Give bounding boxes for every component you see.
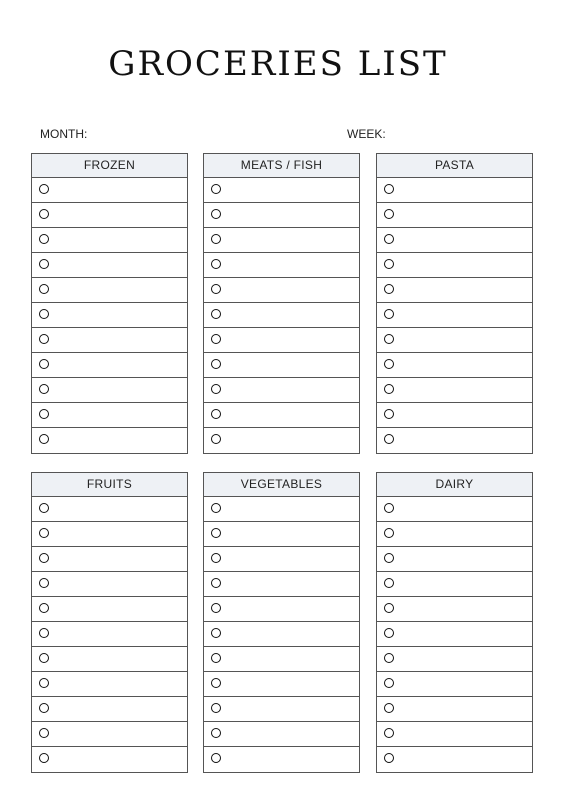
list-item[interactable] (32, 178, 187, 203)
checkbox-circle-icon[interactable] (211, 628, 221, 638)
section-header: FROZEN (32, 154, 187, 178)
section-header: VEGETABLES (204, 473, 359, 497)
list-item[interactable] (204, 572, 359, 597)
list-item[interactable] (204, 428, 359, 453)
list-item[interactable] (377, 572, 532, 597)
checkbox-circle-icon[interactable] (39, 434, 49, 444)
list-item[interactable] (377, 547, 532, 572)
checkbox-circle-icon[interactable] (39, 528, 49, 538)
list-item[interactable] (204, 203, 359, 228)
checkbox-circle-icon[interactable] (211, 503, 221, 513)
section-header: DAIRY (377, 473, 532, 497)
list-item[interactable] (377, 203, 532, 228)
section-header: PASTA (377, 154, 532, 178)
list-item[interactable] (377, 278, 532, 303)
list-item[interactable] (32, 303, 187, 328)
checkbox-circle-icon[interactable] (384, 309, 394, 319)
list-item[interactable] (377, 253, 532, 278)
list-item[interactable] (377, 353, 532, 378)
list-item[interactable] (204, 228, 359, 253)
list-item[interactable] (32, 497, 187, 522)
list-item[interactable] (32, 597, 187, 622)
list-item[interactable] (32, 403, 187, 428)
checkbox-circle-icon[interactable] (384, 259, 394, 269)
checkbox-circle-icon[interactable] (39, 653, 49, 663)
section-frozen (31, 153, 188, 454)
list-item[interactable] (204, 597, 359, 622)
list-item[interactable] (204, 647, 359, 672)
checkbox-circle-icon[interactable] (211, 359, 221, 369)
checkbox-circle-icon[interactable] (211, 334, 221, 344)
list-item[interactable] (32, 203, 187, 228)
checkbox-circle-icon[interactable] (211, 409, 221, 419)
checkbox-circle-icon[interactable] (39, 753, 49, 763)
checkbox-circle-icon[interactable] (384, 753, 394, 763)
list-item[interactable] (377, 597, 532, 622)
list-item[interactable] (204, 547, 359, 572)
list-item[interactable] (32, 328, 187, 353)
list-item[interactable] (377, 228, 532, 253)
page-title: GROCERIES LIST (108, 44, 448, 84)
list-item[interactable] (32, 522, 187, 547)
checkbox-circle-icon[interactable] (39, 578, 49, 588)
list-item[interactable] (32, 672, 187, 697)
checkbox-circle-icon[interactable] (384, 359, 394, 369)
checkbox-circle-icon[interactable] (39, 309, 49, 319)
checkbox-circle-icon[interactable] (211, 234, 221, 244)
checkbox-circle-icon[interactable] (211, 384, 221, 394)
section-dairy (376, 472, 533, 773)
list-item[interactable] (377, 622, 532, 647)
checkbox-circle-icon[interactable] (384, 284, 394, 294)
checkbox-circle-icon[interactable] (211, 553, 221, 563)
list-item[interactable] (204, 403, 359, 428)
checkbox-circle-icon[interactable] (384, 384, 394, 394)
list-item[interactable] (377, 647, 532, 672)
checkbox-circle-icon[interactable] (39, 384, 49, 394)
list-item[interactable] (377, 303, 532, 328)
checkbox-circle-icon[interactable] (211, 578, 221, 588)
checkbox-circle-icon[interactable] (39, 603, 49, 613)
list-item[interactable] (32, 253, 187, 278)
checkbox-circle-icon[interactable] (384, 503, 394, 513)
checkbox-circle-icon[interactable] (39, 678, 49, 688)
list-item[interactable] (32, 647, 187, 672)
checkbox-circle-icon[interactable] (39, 184, 49, 194)
checkbox-circle-icon[interactable] (211, 603, 221, 613)
section-header: FRUITS (32, 473, 187, 497)
list-item[interactable] (32, 697, 187, 722)
list-item[interactable] (204, 722, 359, 747)
list-item[interactable] (204, 328, 359, 353)
list-item[interactable] (204, 303, 359, 328)
list-item[interactable] (32, 228, 187, 253)
checkbox-circle-icon[interactable] (39, 703, 49, 713)
checkbox-circle-icon[interactable] (384, 703, 394, 713)
checkbox-circle-icon[interactable] (39, 503, 49, 513)
checkbox-circle-icon[interactable] (39, 409, 49, 419)
list-item[interactable] (377, 378, 532, 403)
week-label: WEEK: (347, 127, 386, 141)
list-item[interactable] (32, 547, 187, 572)
checkbox-circle-icon[interactable] (384, 653, 394, 663)
checkbox-circle-icon[interactable] (384, 184, 394, 194)
checkbox-circle-icon[interactable] (39, 234, 49, 244)
list-item[interactable] (204, 672, 359, 697)
checkbox-circle-icon[interactable] (39, 359, 49, 369)
list-item[interactable] (32, 378, 187, 403)
list-item[interactable] (32, 747, 187, 772)
checkbox-circle-icon[interactable] (211, 209, 221, 219)
list-item[interactable] (204, 622, 359, 647)
list-item[interactable] (377, 747, 532, 772)
section-pasta (376, 153, 533, 454)
list-item[interactable] (32, 622, 187, 647)
checkbox-circle-icon[interactable] (384, 209, 394, 219)
checkbox-circle-icon[interactable] (384, 334, 394, 344)
checkbox-circle-icon[interactable] (39, 259, 49, 269)
list-item[interactable] (377, 403, 532, 428)
checkbox-circle-icon[interactable] (211, 434, 221, 444)
list-item[interactable] (204, 747, 359, 772)
section-fruits (31, 472, 188, 773)
checkbox-circle-icon[interactable] (39, 209, 49, 219)
list-item[interactable] (32, 428, 187, 453)
checkbox-circle-icon[interactable] (211, 184, 221, 194)
checkbox-circle-icon[interactable] (384, 553, 394, 563)
checkbox-circle-icon[interactable] (211, 728, 221, 738)
section-meats-fish (203, 153, 360, 454)
section-vegetables (203, 472, 360, 773)
list-item[interactable] (204, 497, 359, 522)
checkbox-circle-icon[interactable] (211, 653, 221, 663)
checkbox-circle-icon[interactable] (211, 528, 221, 538)
list-item[interactable] (204, 697, 359, 722)
list-item[interactable] (377, 522, 532, 547)
section-header: MEATS / FISH (204, 154, 359, 178)
checkbox-circle-icon[interactable] (211, 309, 221, 319)
month-label: MONTH: (40, 127, 88, 141)
checkbox-circle-icon[interactable] (384, 728, 394, 738)
checkbox-circle-icon[interactable] (384, 603, 394, 613)
checkbox-circle-icon[interactable] (384, 628, 394, 638)
checkbox-circle-icon[interactable] (39, 284, 49, 294)
list-item[interactable] (32, 278, 187, 303)
checkbox-circle-icon[interactable] (384, 678, 394, 688)
checkbox-circle-icon[interactable] (384, 234, 394, 244)
list-item[interactable] (204, 353, 359, 378)
checkbox-circle-icon[interactable] (384, 409, 394, 419)
checkbox-circle-icon[interactable] (211, 678, 221, 688)
checkbox-circle-icon[interactable] (211, 259, 221, 269)
list-item[interactable] (377, 672, 532, 697)
checkbox-circle-icon[interactable] (384, 578, 394, 588)
checkbox-circle-icon[interactable] (211, 753, 221, 763)
list-item[interactable] (377, 497, 532, 522)
list-item[interactable] (32, 353, 187, 378)
checkbox-circle-icon[interactable] (384, 434, 394, 444)
checkbox-circle-icon[interactable] (384, 528, 394, 538)
checkbox-circle-icon[interactable] (39, 728, 49, 738)
list-item[interactable] (377, 697, 532, 722)
checkbox-circle-icon[interactable] (39, 553, 49, 563)
list-item[interactable] (204, 522, 359, 547)
list-item[interactable] (204, 378, 359, 403)
list-item[interactable] (377, 722, 532, 747)
list-item[interactable] (204, 178, 359, 203)
checkbox-circle-icon[interactable] (211, 703, 221, 713)
list-item[interactable] (377, 178, 532, 203)
checkbox-circle-icon[interactable] (39, 628, 49, 638)
list-item[interactable] (377, 328, 532, 353)
checkbox-circle-icon[interactable] (211, 284, 221, 294)
list-item[interactable] (32, 722, 187, 747)
list-item[interactable] (204, 253, 359, 278)
list-item[interactable] (377, 428, 532, 453)
list-item[interactable] (32, 572, 187, 597)
list-item[interactable] (204, 278, 359, 303)
checkbox-circle-icon[interactable] (39, 334, 49, 344)
